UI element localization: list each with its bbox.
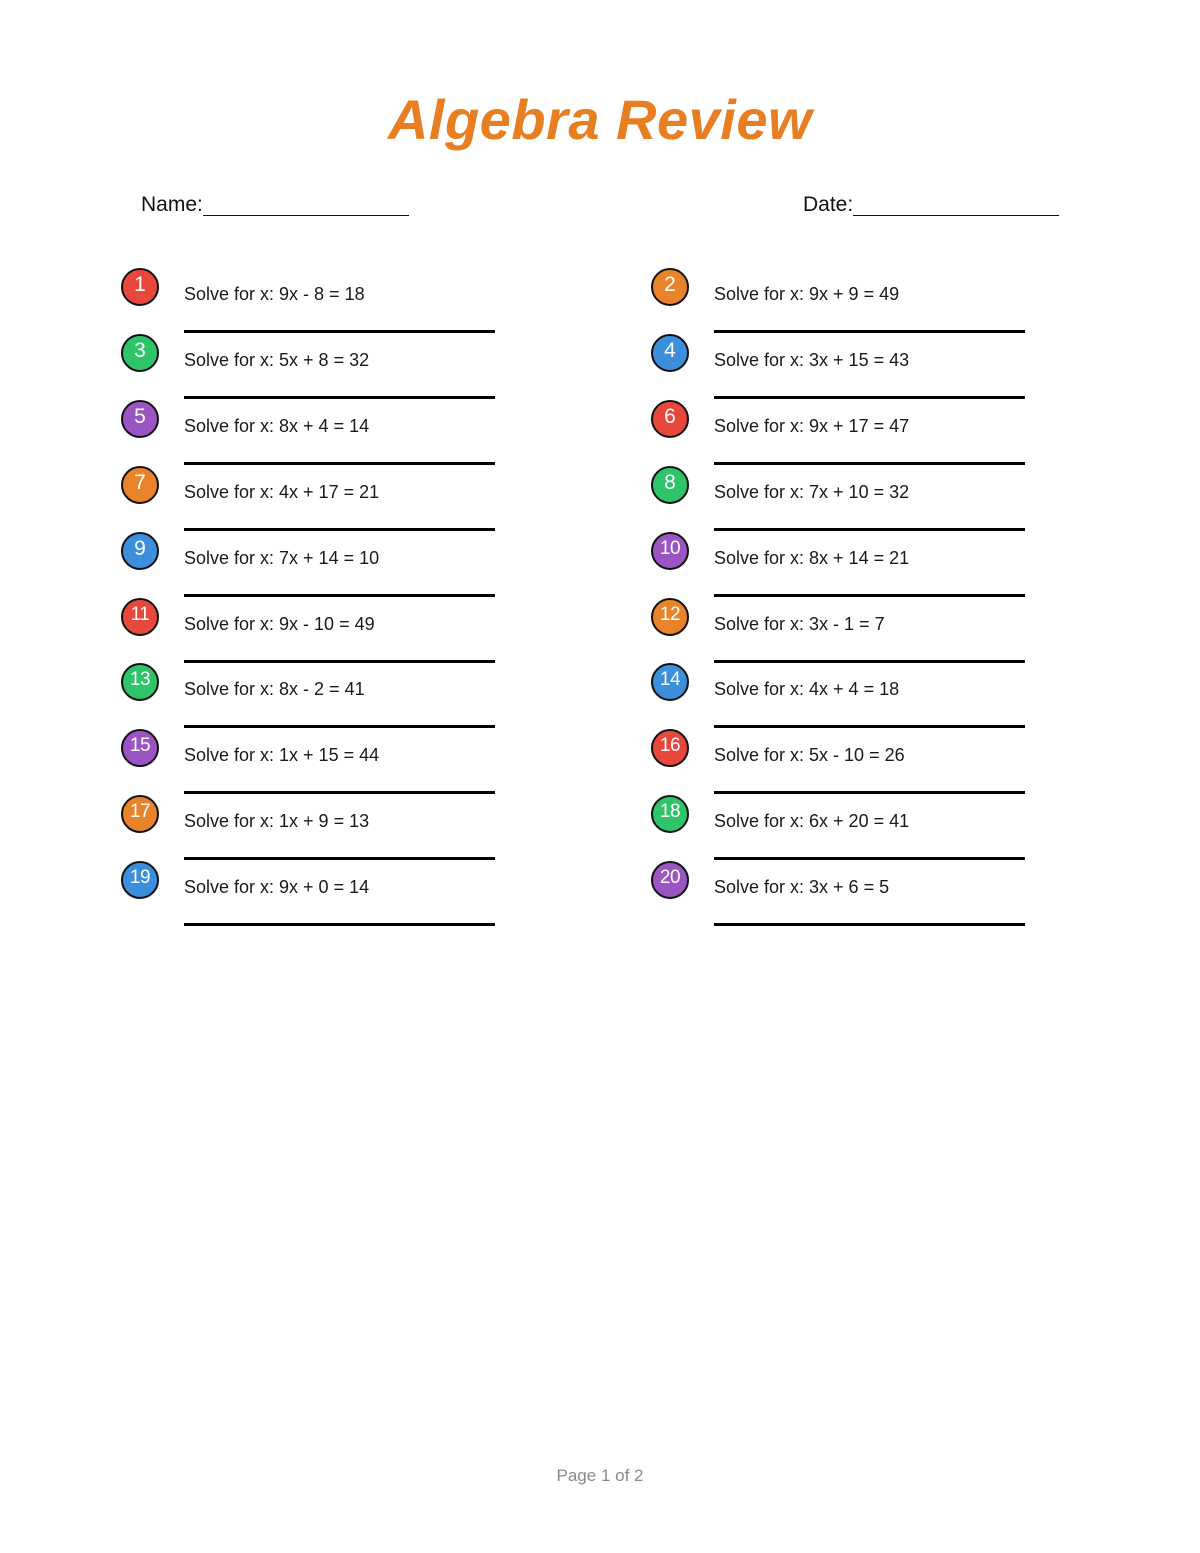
problem-number-badge: 2 [651,268,689,306]
problem-item [651,663,1071,729]
problem-question: Solve for x: 4x + 4 = 18 [714,679,900,700]
problem-question: Solve for x: 7x + 10 = 32 [714,481,910,502]
problem-item [651,532,1071,598]
name-label: Name: [141,193,203,216]
page-number: Page 1 of 2 [556,1466,644,1485]
problem-number-badge: 11 [121,598,159,636]
answer-line[interactable] [184,857,495,860]
problem-number-badge: 1 [121,268,159,306]
page-title: Algebra Review [387,88,813,151]
problem-item [121,795,541,861]
problem-question: Solve for x: 9x + 17 = 47 [714,415,910,436]
problem-question: Solve for x: 9x - 10 = 49 [184,613,375,634]
problem-item [121,663,541,729]
problem-number-badge: 4 [651,334,689,372]
problem-item [651,268,1071,334]
problem-number-badge: 5 [121,400,159,438]
problem-question: Solve for x: 3x + 6 = 5 [714,877,890,898]
problem-number-badge: 9 [121,532,159,570]
date-label: Date: [803,193,854,216]
problem-item [121,268,541,334]
problem-question: Solve for x: 9x - 8 = 18 [184,284,365,304]
problem-question: Solve for x: 8x + 4 = 14 [184,415,370,436]
problem-item [121,532,541,598]
problem-number-badge: 10 [651,532,689,570]
problem-number-badge: 19 [121,861,159,899]
answer-line[interactable] [184,791,495,794]
problem-question: Solve for x: 8x + 14 = 21 [714,547,910,568]
answer-line[interactable] [184,923,495,926]
problem-number-badge: 3 [121,334,159,372]
problem-item [651,400,1071,466]
problem-number-badge: 18 [651,795,689,833]
problem-question: Solve for x: 9x + 9 = 49 [714,284,900,304]
problem-item [651,466,1071,532]
problem-item [651,334,1071,400]
answer-line[interactable] [184,594,495,597]
problem-question: Solve for x: 9x + 0 = 14 [184,877,370,898]
answer-line[interactable] [184,660,495,663]
answer-line[interactable] [184,725,495,728]
answer-line[interactable] [714,660,1025,663]
problem-number-badge: 6 [651,400,689,438]
problem-question: Solve for x: 1x + 15 = 44 [184,745,380,766]
problem-item [121,598,541,664]
problem-number-badge: 16 [651,729,689,767]
problem-item [651,795,1071,861]
problem-question: Solve for x: 4x + 17 = 21 [184,481,380,502]
problem-item [651,598,1071,664]
problem-number-badge: 15 [121,729,159,767]
answer-line[interactable] [184,396,495,399]
problem-question: Solve for x: 6x + 20 = 41 [714,811,910,832]
problem-number-badge: 13 [121,663,159,701]
answer-line[interactable] [714,857,1025,860]
problem-item [121,334,541,400]
problem-number-badge: 14 [651,663,689,701]
problem-number-badge: 8 [651,466,689,504]
answer-line[interactable] [714,330,1025,333]
problem-number-badge: 7 [121,466,159,504]
problem-question: Solve for x: 1x + 9 = 13 [184,811,370,832]
problem-question: Solve for x: 3x + 15 = 43 [714,349,910,370]
problem-question: Solve for x: 3x - 1 = 7 [714,613,885,634]
answer-line[interactable] [714,594,1025,597]
problem-item [651,729,1071,795]
answer-line[interactable] [714,923,1025,926]
answer-line[interactable] [184,330,495,333]
answer-line[interactable] [714,791,1025,794]
problem-item [651,861,1071,927]
problem-question: Solve for x: 5x - 10 = 26 [714,745,905,766]
answer-line[interactable] [714,528,1025,531]
problem-question: Solve for x: 8x - 2 = 41 [184,679,365,700]
problem-number-badge: 17 [121,795,159,833]
answer-line[interactable] [184,462,495,465]
problem-question: Solve for x: 7x + 14 = 10 [184,547,380,568]
problem-item [121,861,541,927]
answer-line[interactable] [184,528,495,531]
answer-line[interactable] [714,396,1025,399]
problem-number-badge: 12 [651,598,689,636]
problem-number-badge: 20 [651,861,689,899]
problem-question: Solve for x: 5x + 8 = 32 [184,349,370,370]
answer-line[interactable] [714,462,1025,465]
problem-item [121,400,541,466]
problem-item [121,729,541,795]
problem-item [121,466,541,532]
answer-line[interactable] [714,725,1025,728]
